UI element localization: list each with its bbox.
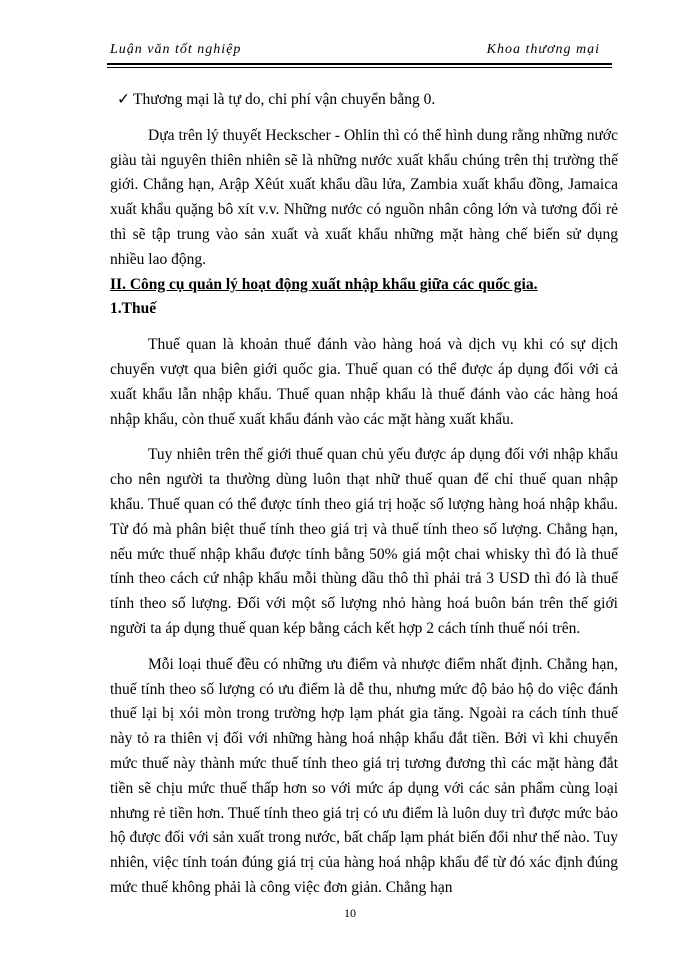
bullet-text: Thương mại là tự do, chi phí vận chuyển bằng 0. [133, 91, 436, 108]
paragraph-tariff-definition: Thuế quan là khoản thuế đánh vào hàng hoá và dịch vụ khi có sự dịch chuyển vượt qua biên giới quốc gia. Thuế quan có thể được áp dụng đối với cả xuất khẩu lẫn nhập khẩu. Thuế quan nhập khẩu là thuế đánh vào các hàng hoá nhập khẩu, còn thuế xuất khẩu đánh vào các mặt hàng xuất khẩu. [110, 336, 618, 428]
header-rule-thin [107, 67, 612, 68]
check-mark-icon: ✓ [117, 91, 130, 108]
subsection-heading: 1.Thuế [110, 300, 157, 318]
page-header [107, 38, 612, 62]
header-rule-thick [107, 63, 612, 65]
bullet-item [110, 88, 618, 113]
paragraph-heckscher-ohlin: Dựa trên lý thuyết Heckscher - Ohlin thì có thể hình dung rằng những nước giàu tài nguyên thiên nhiên sẽ là những nước xuất khẩu chúng trên thị trường thế giới. Chẳng hạn, Arập Xêút xuất khẩu dầu lửa, Zambia xuất khẩu đồng, Jamaica xuất khẩu quặng bô xít v.v. Những nước có nguồn nhân công lớn và tương đối rẻ thì sẽ tập trung vào sản xuất và xuất khẩu những mặt hàng chế biến sử dụng nhiều lao động. [110, 126, 618, 268]
paragraph-tariff-types: Tuy nhiên trên thế giới thuế quan chủ yếu được áp dụng đối với nhập khẩu cho nên người ta thường dùng luôn thạt nhữ thuế quan để chỉ thuế quan nhập khẩu. Thuế quan có thể được tính theo giá trị hoặc số lượng hàng hoá nhập khẩu. Từ đó mà phân biệt thuế tính theo giá trị và thuế tính theo số lượng. Chẳng hạn, nếu mức thuế nhập khẩu được tính bằng 50% giá một chai whisky thì đó là thuế tính theo cách cứ nhập khẩu mỗi thùng dầu thô thì phải trả 3 USD thì đó là thuế tính theo số lượng. Đối với một số lượng nhỏ hàng hoá buôn bán trên thế giới người ta áp dụng thuế quan kép bằng cách kết hợp 2 cách tính thuế nói trên. [110, 446, 618, 637]
document-body [110, 88, 618, 901]
header-thesis-title: Luận văn tốt nghiệp [110, 42, 242, 57]
header-faculty: Khoa thương mại [486, 42, 600, 57]
paragraph-tariff-pros-cons: Mỗi loại thuế đều có những ưu điểm và nhược điểm nhất định. Chẳng hạn, thuế tính theo số lượng có ưu điểm là dễ thu, nhưng mức độ bảo hộ do việc đánh thuế lại bị xói mòn trong trường hợp lạm phát gia tăng. Ngoài ra cách tính thuế này tỏ ra thiên vị đối với những hàng hoá nhập khẩu đắt tiền. Bởi vì khi chuyển mức thuế này thành mức thuế tính theo giá trị tương đương thì các mặt hàng đắt tiền sẽ chịu mức thuế thấp hơn so với mức áp dụng với các sản phẩm cùng loại nhưng rẻ tiền hơn. Thuế tính theo giá trị có ưu điểm là luôn duy trì được mức bảo hộ được đối với sản xuất trong nước, bất chấp lạm phát biến đổi như thế nào. Tuy nhiên, việc tính toán đúng giá trị của hàng hoá nhập khẩu để từ đó xác định đúng mức thuế không phải là công việc đơn giản. Chẳng hạn [110, 655, 618, 896]
section-heading: II. Công cụ quản lý hoạt động xuất nhập khẩu giữa các quốc gia. [110, 275, 538, 293]
page-number: 10 [344, 906, 356, 920]
